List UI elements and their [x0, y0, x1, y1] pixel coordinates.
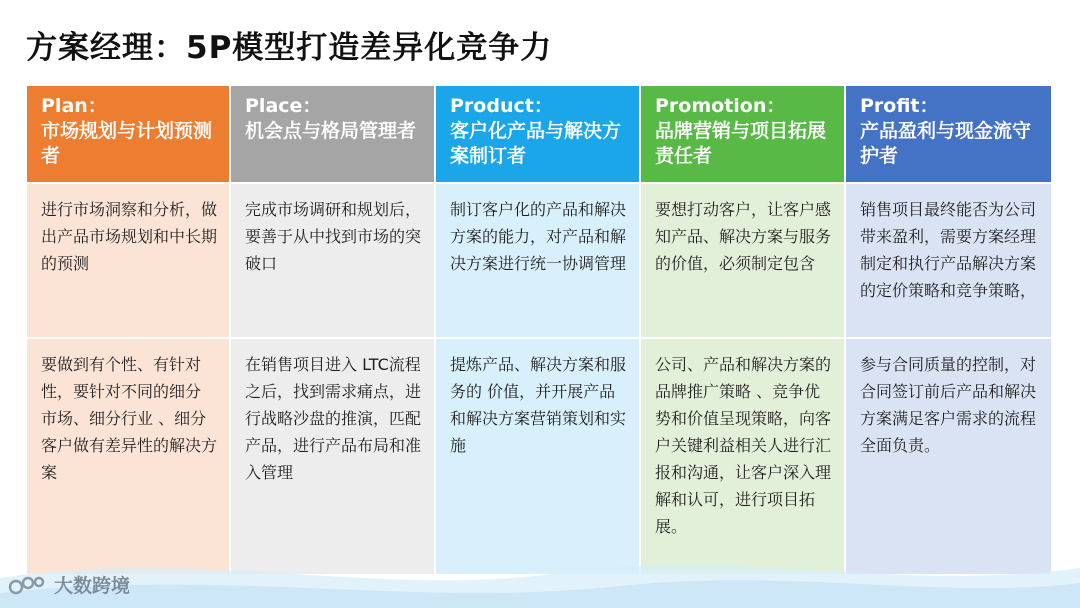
header-profit	[846, 86, 1051, 182]
header-promotion-en: Promotion：	[655, 95, 786, 117]
logo-text: 大数跨境	[54, 575, 131, 597]
cell-place-row2: 在销售项目进入 LTC流程之后，找到需求痛点，进行战略沙盘的推演，匹配产品，进行产品布局和准入管理	[231, 337, 436, 574]
dashu-logo-icon	[8, 574, 48, 596]
header-place-cn: 机会点与格局管理者	[245, 120, 417, 142]
cell-promotion-row1: 要想打动客户，让客户感知产品、解决方案与服务的价值，必须制定包含	[641, 182, 846, 337]
cell-plan-row1: 进行市场洞察和分析，做出产品市场规划和中长期的预测	[27, 182, 231, 337]
brand-logo	[8, 571, 130, 598]
header-promotion	[641, 86, 846, 182]
5p-table	[27, 86, 1053, 574]
header-plan-en: Plan：	[41, 95, 107, 117]
cell-product-row2: 提炼产品、解决方案和服务的 价值，并开展产品和解决方案营销策划和实施	[436, 337, 641, 574]
header-promotion-cn: 品牌营销与项目拓展责任者	[655, 120, 827, 167]
cell-profit-row1: 销售项目最终能否为公司带来盈利，需要方案经理制定和执行产品解决方案的定价策略和竞争策略，	[846, 182, 1051, 337]
header-profit-en: Profit：	[860, 95, 939, 117]
header-profit-cn: 产品盈利与现金流守护者	[860, 120, 1032, 167]
header-plan-cn: 市场规划与计划预测者	[41, 120, 213, 167]
header-product-cn: 客户化产品与解决方案制订者	[450, 120, 622, 167]
decorative-wave	[0, 538, 1080, 608]
header-place-en: Place：	[245, 95, 322, 117]
header-product	[436, 86, 641, 182]
header-plan	[27, 86, 231, 182]
cell-place-row1: 完成市场调研和规划后， 要善于从中找到市场的突破口	[231, 182, 436, 337]
header-place	[231, 86, 436, 182]
page-title: 方案经理：5P模型打造差异化竞争力	[26, 30, 553, 66]
header-product-en: Product：	[450, 95, 553, 117]
cell-profit-row2: 参与合同质量的控制，对合同签订前后产品和解决方案满足客户需求的流程全面负责。	[846, 337, 1051, 574]
cell-product-row1: 制订客户化的产品和解决方案的能力，对产品和解决方案进行统一协调管理	[436, 182, 641, 337]
cell-plan-row2: 要做到有个性、有针对性，要针对不同的细分 市场、细分行业 、细分客户做有差异性的解决方 案	[27, 337, 231, 574]
cell-promotion-row2: 公司、产品和解决方案的品牌推广策略 、竞争优势和价值呈现策略，向客户关键利益相关人进行汇报和沟通，让客户深入理解和认可，进行项目拓展。	[641, 337, 846, 574]
